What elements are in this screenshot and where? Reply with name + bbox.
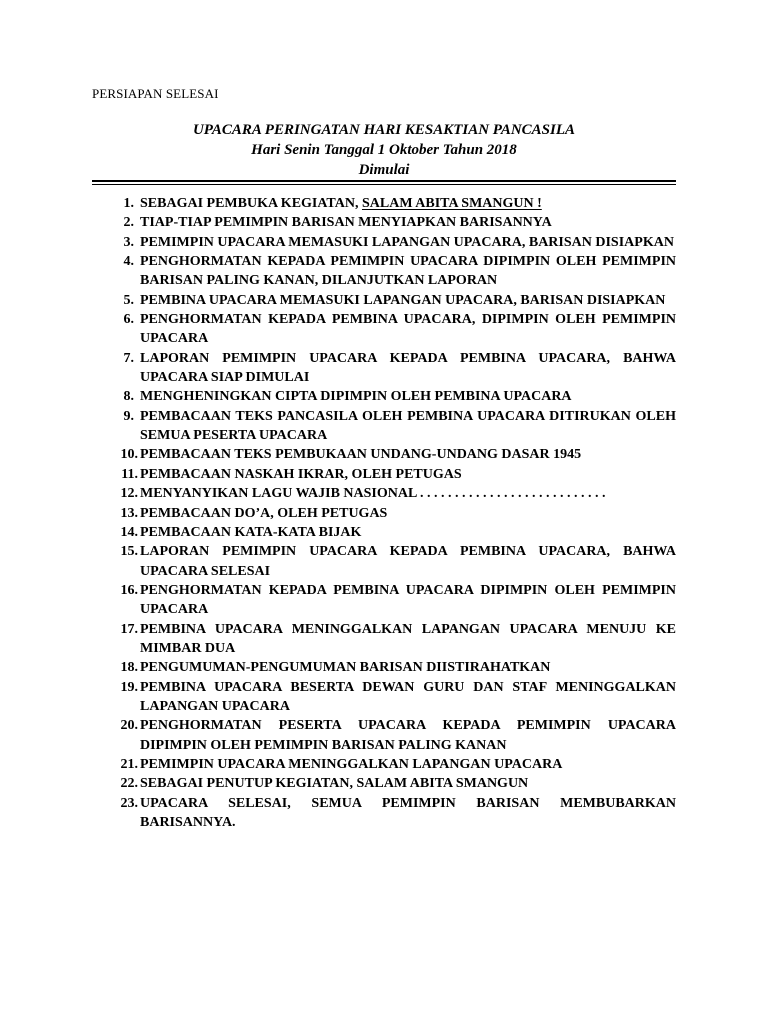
item-number: 1. — [123, 196, 134, 211]
list-item-8 — [92, 387, 676, 406]
agenda-list — [92, 194, 676, 832]
title-line-3: Dimulai — [358, 162, 410, 178]
list-item-13 — [92, 504, 676, 523]
title-line-1: UPACARA PERINGATAN HARI KESAKTIAN PANCASILA — [192, 122, 576, 138]
list-item-6 — [92, 310, 676, 349]
list-item-23 — [92, 794, 676, 833]
list-item-3 — [92, 233, 676, 252]
item-text: LAPORAN PEMIMPIN UPACARA KEPADA PEMBINA UPACARA, BAHWA UPACARA SELESAI — [140, 544, 676, 579]
item-number: 9. — [123, 408, 134, 424]
item-text: UPACARA SELESAI, SEMUA PEMIMPIN BARISAN MEMBUBARKAN BARISANNYA. — [140, 795, 676, 830]
item-number: 20. — [120, 718, 138, 734]
item-number: 16. — [120, 582, 138, 598]
item-text: PEMBACAAN DO’A, OLEH PETUGAS — [140, 505, 388, 521]
list-item-20 — [92, 716, 676, 755]
list-item-2 — [92, 213, 676, 232]
item-text: PENGUMUMAN-PENGUMUMAN BARISAN DIISTIRAHATKAN — [140, 660, 551, 676]
title-line-2: Hari Senin Tanggal 1 Oktober Tahun 2018 — [251, 142, 517, 158]
item-number: 2. — [123, 215, 134, 231]
item-text: PEMBACAAN TEKS PEMBUKAAN UNDANG-UNDANG DASAR 1945 — [140, 447, 582, 463]
list-item-12 — [92, 484, 676, 503]
item-number: 13. — [120, 505, 138, 521]
list-item-19 — [92, 678, 676, 717]
item-text: PENGHORMATAN KEPADA PEMBINA UPACARA DIPIMPIN OLEH PEMIMPIN UPACARA — [140, 582, 676, 618]
list-item-16 — [92, 581, 676, 620]
header-label: PERSIAPAN SELESAI — [92, 86, 219, 101]
divider-thick — [92, 180, 676, 182]
item-number: 5. — [123, 292, 134, 308]
item-number: 18. — [120, 660, 138, 676]
item-text: PEMBINA UPACARA BESERTA DEWAN GURU DAN STAF MENINGGALKAN LAPANGAN UPACARA — [140, 679, 676, 714]
item-text-underlined: SALAM ABITA SMANGUN ! — [361, 196, 542, 211]
item-number: 14. — [120, 524, 138, 540]
item-text: PENGHORMATAN KEPADA PEMBINA UPACARA, DIPIMPIN OLEH PEMIMPIN UPACARA — [140, 312, 676, 347]
item-number: 19. — [120, 679, 138, 695]
item-number: 7. — [123, 350, 134, 366]
item-text-plain: SEBAGAI PEMBUKA KEGIATAN, — [140, 196, 362, 211]
item-number: 12. — [120, 486, 138, 502]
item-number: 23. — [120, 795, 138, 811]
item-text: PEMBINA UPACARA MENINGGALKAN LAPANGAN UPACARA MENUJU KE MIMBAR DUA — [140, 621, 676, 656]
list-item-22 — [92, 774, 676, 793]
list-item-17 — [92, 620, 676, 659]
item-text: PEMBACAAN TEKS PANCASILA OLEH PEMBINA UPACARA DITIRUKAN OLEH SEMUA PESERTA UPACARA — [140, 408, 676, 444]
list-item-15 — [92, 542, 676, 581]
list-item-4 — [92, 252, 676, 291]
item-number: 15. — [120, 544, 138, 560]
item-text: MENGHENINGKAN CIPTA DIPIMPIN OLEH PEMBINA UPACARA — [140, 389, 572, 405]
item-text: PEMIMPIN UPACARA MENINGGALKAN LAPANGAN UPACARA — [140, 756, 563, 772]
item-text: SEBAGAI PENUTUP KEGIATAN, SALAM ABITA SMANGUN — [140, 776, 529, 792]
item-text: TIAP-TIAP PEMIMPIN BARISAN MENYIAPKAN BARISANNYA — [140, 215, 552, 231]
list-item-5 — [92, 291, 676, 310]
list-item-9 — [92, 407, 676, 446]
item-text: PEMBINA UPACARA MEMASUKI LAPANGAN UPACARA, BARISAN DISIAPKAN — [140, 292, 666, 308]
item-number: 4. — [123, 254, 134, 270]
list-item-10 — [92, 445, 676, 464]
item-number: 21. — [120, 756, 138, 772]
item-text: LAPORAN PEMIMPIN UPACARA KEPADA PEMBINA UPACARA, BAHWA UPACARA SIAP DIMULAI — [140, 350, 676, 386]
item-number: 11. — [121, 466, 138, 482]
list-item-21 — [92, 755, 676, 774]
item-text: PEMBACAAN KATA-KATA BIJAK — [140, 524, 362, 540]
item-text: PEMBACAAN NASKAH IKRAR, OLEH PETUGAS — [140, 466, 462, 482]
list-item-11 — [92, 465, 676, 484]
item-text: PEMIMPIN UPACARA MEMASUKI LAPANGAN UPACARA, BARISAN DISIAPKAN — [140, 234, 674, 250]
item-text: PENGHORMATAN PESERTA UPACARA KEPADA PEMIMPIN UPACARA DIPIMPIN OLEH PEMIMPIN BARISAN PALING KANAN — [140, 718, 676, 753]
item-number: 6. — [123, 312, 134, 328]
list-item-1 — [92, 194, 676, 213]
list-item-18 — [92, 658, 676, 677]
item-text — [140, 194, 676, 213]
item-number: 10. — [120, 447, 138, 463]
item-text: PENGHORMATAN KEPADA PEMIMPIN UPACARA DIPIMPIN OLEH PEMIMPIN BARISAN PALING KANAN, DILANJUTKAN LAPORAN — [140, 254, 676, 289]
item-number: 22. — [120, 776, 138, 792]
list-item-7 — [92, 349, 676, 388]
item-number: 8. — [123, 389, 134, 405]
divider-thin — [92, 184, 676, 185]
item-number: 3. — [123, 234, 134, 250]
list-item-14 — [92, 523, 676, 542]
item-number: 17. — [120, 621, 138, 637]
item-text: MENYANYIKAN LAGU WAJIB NASIONAL . . . . . . . . . . . . . . . . . . . . . . . . . . . — [140, 486, 606, 502]
